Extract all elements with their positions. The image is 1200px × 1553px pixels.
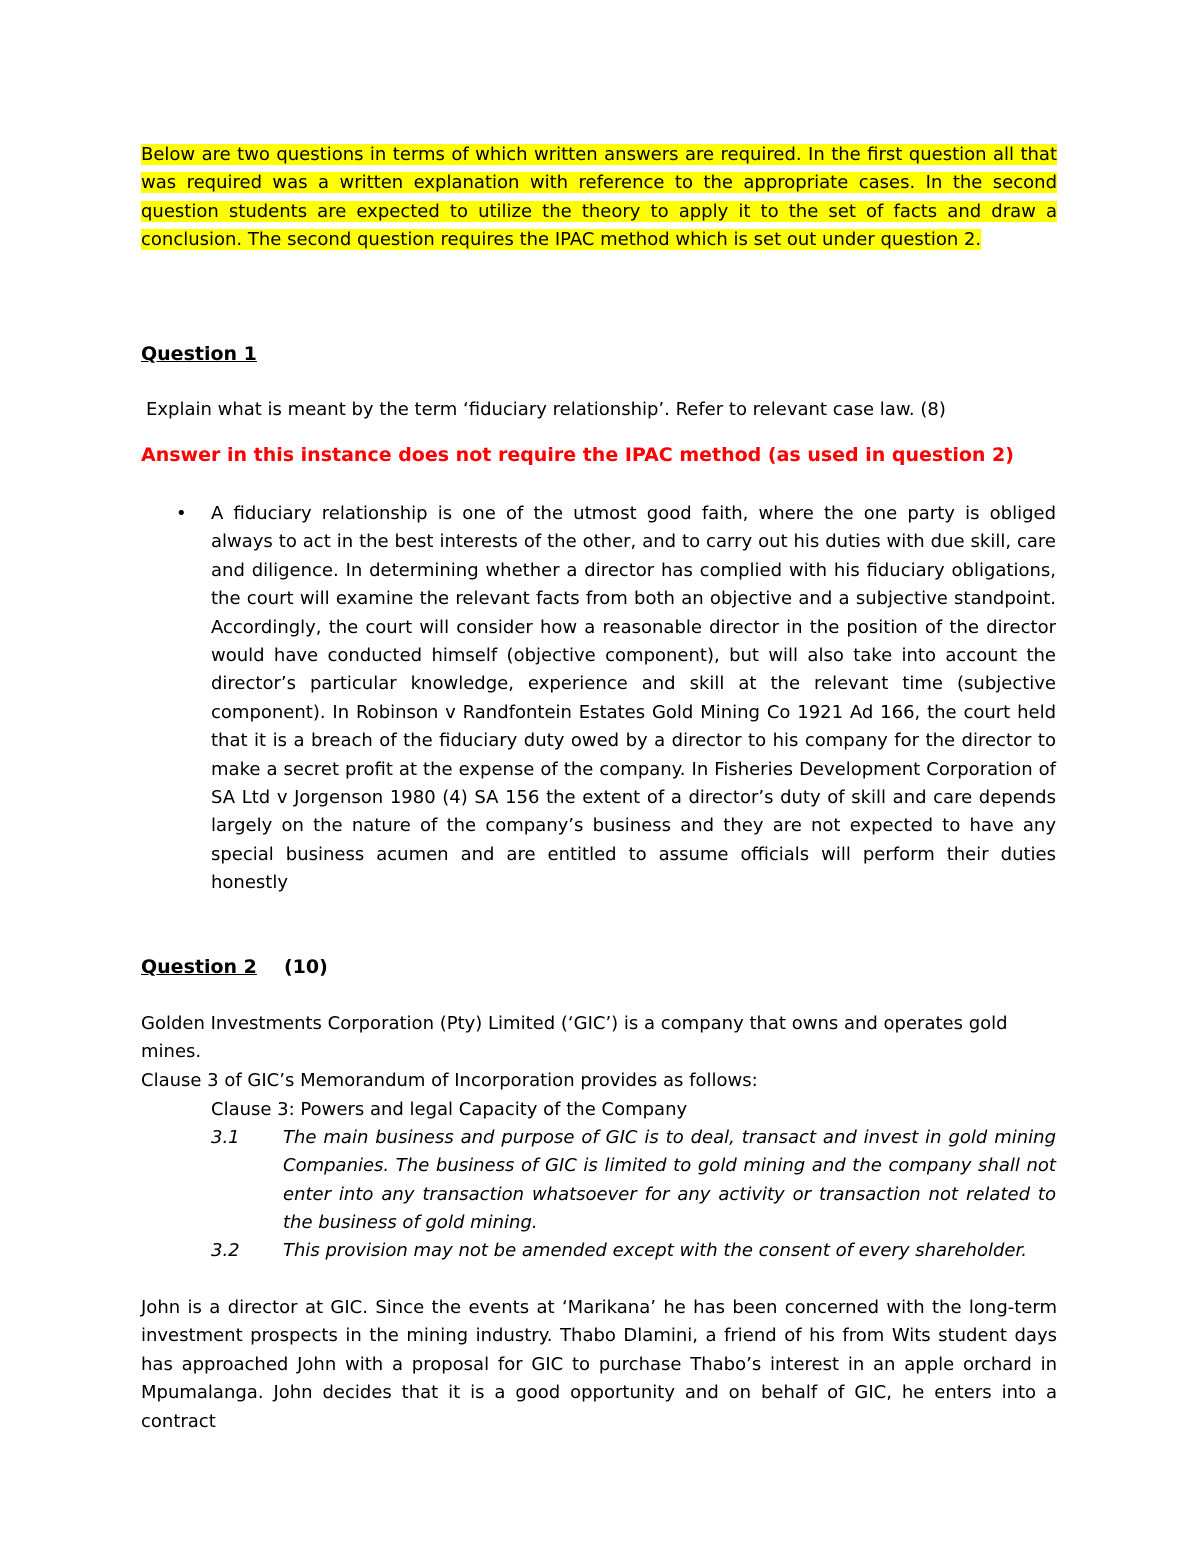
question2-intro [141,1010,1057,1095]
intro-paragraph [141,141,1057,255]
question2-heading: Question 2 [141,956,257,978]
question1-note: Answer in this instance does not require the IPAC method (as used in question 2) [141,444,1014,466]
question2-intro-line2: Clause 3 of GIC’s Memorandum of Incorporation provides as follows: [141,1069,758,1091]
intro-highlighted-text: Below are two questions in terms of which written answers are required. In the first question all that was required was a written explanation with reference to the appropriate cases. In the second question students are expected to utilize the theory to apply it to the set of facts and draw a conclusion. The second question requires the IPAC method which is set out under question 2. [141,144,1057,251]
facts-paragraph [141,1294,1057,1432]
question1-heading: Question 1 [141,343,257,365]
question1-prompt: Explain what is meant by the term ‘fiduciary relationship’. Refer to relevant case law. (8) [146,399,946,420]
clause-3-1-text: The main business and purpose of GIC is to deal, transact and invest in gold mining Companies. The business of GIC is limited to gold mining and the company shall not enter into any transaction whatsoever for any activity or transaction not related to the business of gold mining. [283,1127,1056,1234]
clause-3-2-number: 3.2 [211,1240,240,1261]
question2-marks: (10) [284,956,328,978]
clause-title: Clause 3: Powers and legal Capacity of the Company [211,1099,688,1120]
bullet-icon: • [176,503,187,524]
question1-answer: A fiduciary relationship is one of the utmost good faith, where the one party is obliged always to act in the best interests of the other, and to carry out his duties with due skill, care and diligence. In determining whether a director has complied with his fiduciary obligations, the court will examine the relevant facts from both an objective and a subjective standpoint. Accordingly, the court will consider how a reasonable director in the position of the director would have conducted himself (objective component), but will also take into account the director’s particular knowledge, experience and skill at the relevant time (subjective component). In Robinson v Randfontein Estates Gold Mining Co 1921 Ad 166, the court held that it is a breach of the fiduciary duty owed by a director to his company for the director to make a secret profit at the expense of the company. In Fisheries Development Corporation of SA Ltd v Jorgenson 1980 (4) SA 156 the extent of a director’s duty of skill and care depends largely on the nature of the company’s business and they are not expected to have any special business acumen and are entitled to assume officials will perform their duties honestly [211,503,1056,894]
question2-intro-line1: Golden Investments Corporation (Pty) Limited (‘GIC’) is a company that owns and operates gold mines. [141,1013,1008,1063]
clause-3-1-number: 3.1 [211,1127,240,1148]
facts-text: John is a director at GIC. Since the events at ‘Marikana’ he has been concerned with the long-term investment prospects in the mining industry. Thabo Dlamini, a friend of his from Wits student days has approached John with a proposal for GIC to purchase Thabo’s interest in an apple orchard in Mpumalanga. John decides that it is a good opportunity and on behalf of GIC, he enters into a contract [141,1297,1057,1432]
clause-3-2-text: This provision may not be amended except with the consent of every shareholder. [283,1240,1027,1261]
